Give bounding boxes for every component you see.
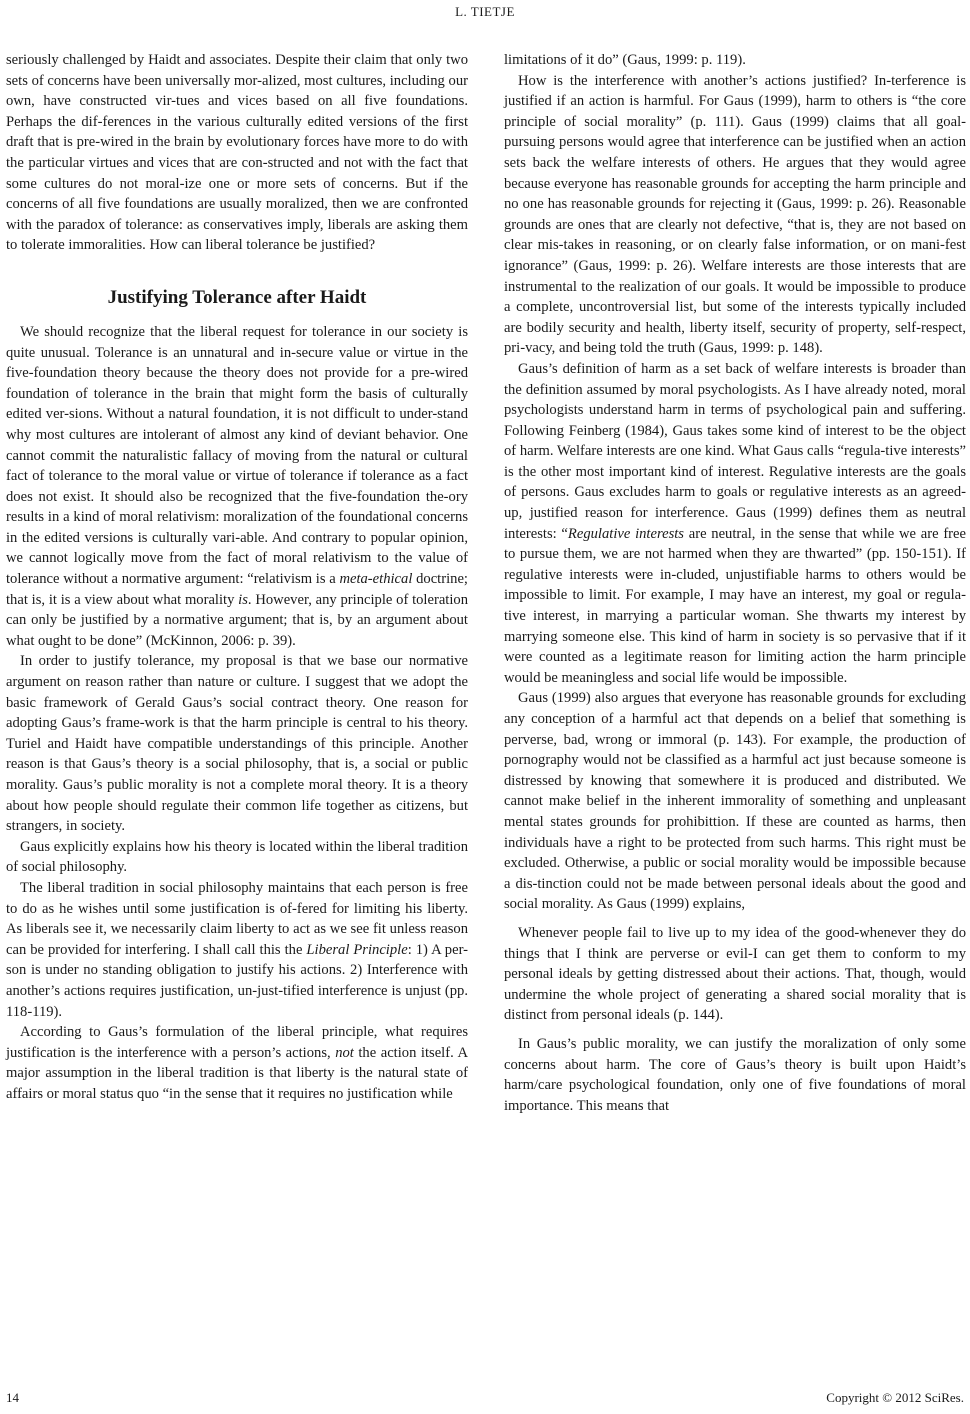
paragraph: Gaus explicitly explains how his theory is located within the liberal tradition of social philosophy. <box>6 838 468 876</box>
paragraph: In Gaus’s public morality, we can justify the moralization of only some concerns about harm. The core of Gaus’s theory is built upon Haidt’s harm/care psychological foundation, only one of five foundations of moral importance. This means that <box>504 1035 966 1114</box>
paragraph <box>6 322 468 652</box>
paragraph: limitations of it do” (Gaus, 1999: p. 119). <box>504 52 746 68</box>
text-run: are neutral, in the sense that while we are free to pursue them, we are not harmed when they are thwarted” (pp. 150-151). If regulative interests were in-cluded, unjustifiable harms to others would be impossible to limit. For example, I may have an interest, my goal or regula-tive interest, in marrying a particular woman. She thwarts my interest by marrying someone else. This kind of harm in society is so pervasive that if it were counted as a legitimate reason for limiting action the harm principle would be meaningless and social life would be impossible. <box>504 525 966 686</box>
emphasis: Regulative interests <box>567 525 684 542</box>
text-run: The liberal tradition in social philosophy maintains that each person is free to do as he wishes until some justification is of-fered for limiting his liberty. As liberals see it, we necessarily claim liberty to act as we see fit unless reason can be provided for interfering. I shall call this the <box>6 879 468 958</box>
left-column <box>6 50 468 1105</box>
emphasis: Liberal Principle <box>306 941 408 958</box>
paragraph: seriously challenged by Haidt and associates. Despite their claim that only two sets of concerns have been universally mor-alized, most cultures, including our own, have constructed vir-tues and vices based on all five foundations. Perhaps the dif-ferences in the various culturally edited versions of the first draft that is pre-wired in the brain by evolutionary forces have more to do with the particular virtues and vices that are con-structed and not with the fact that some cultures do not moral-ize one or more sets of concerns. But if the concerns of all five foundations are usually moralized, then we are confronted with the paradox of tolerance: as conservatives imply, liberals are asking them to tolerate immoralities. How can liberal tolerance be justified? <box>6 52 468 254</box>
emphasis: meta-ethical <box>339 571 413 588</box>
emphasis: is <box>238 591 248 608</box>
paragraph: How is the interference with another’s actions justified? In-terference is justified if an action is harmful. For Gaus (1999), harm to others is “the core principle of social morality” (p. 111). Gaus (1999) claims that all goal-pursuing persons would agree that interference can be justified when an action sets back the welfare interests of others. He argues that they would agree because everyone has reasonable grounds for accepting the harm principle and no one has reasonable grounds for rejecting it (Gaus, 1999: p. 26). Reasonable grounds are ones that are clearly not defective, “that is, they are not based on clear mis-takes in reasoning, or on clearly false information, or on mani-fest ignorance” (Gaus, 1999: p. 26). Welfare interests are those interests that are instrumental to the realization of our goals. It would be impossible to produce a complete, uncontroversial list, but some of the interests typically included are bodily security and health, liberty itself, security of property, self-respect, pri-vacy, and being told the truth (Gaus, 1999: p. 148). <box>504 72 966 357</box>
text-run: : 1) A per-son is under no standing obligation to justify his actions. 2) Interference with another’s actions requires justification, un-just-tified interference is unjust (pp. 118-119). <box>6 941 469 1020</box>
paragraph: Gaus (1999) also argues that everyone has reasonable grounds for excluding any conception of a harmful act that depends on a belief that something is perverse, bad, wrong or immoral (p. 143). For example, the production of pornography would not be classified as a harmful act just because someone is distressed by knowing that somewhere it is produced and distributed. We cannot make belief in the inherent immorality of something and unpleasant mental states grounds for prohibittion. If these are counted as harms, then individuals have a right to be protected from such harms. This right must be excluded. Otherwise, a public or social morality would be impossible because a dis-tinction could not be made between personal ideals about the good and social morality. As Gaus (1999) explains, <box>504 690 966 913</box>
text-run: According to Gaus’s formulation of the liberal principle, what requires justification is the interference with a person’s actions, <box>6 1024 468 1061</box>
text-run: doctrine; that is, it is a view about what morality <box>6 571 468 608</box>
text-run: . However, any principle of toleration can only be justified by a normative argument; that is, by an argument about what ought to be done” (McKinnon, 2006: p. 39). <box>6 591 468 649</box>
paragraph <box>504 359 966 689</box>
paragraph <box>6 1022 468 1104</box>
right-column <box>504 50 966 1116</box>
text-run: Gaus’s definition of harm as a set back of welfare interests is broader than the definition assumed by moral psychologists. As I have already noted, moral psychologists understand harm in terms of psychological pain and suffering. Following Feinberg (1984), Gaus takes some kind of interest to be the object of harm. Welfare interests are one kind. What Gaus calls “regula-tive interests” is the other most important kind of interest. Regulative interests are the goals of persons. Gaus excludes harm to goals or regulative interests as an agreed-up, justified reason for interference. Gaus (1999) defines them as neutral interests: “ <box>504 360 966 542</box>
block-quote: Whenever people fail to live up to my idea of the good-whenever they do things that I think are perverse or evil-I can get them to conform to my personal ideals by getting distressed about their actions. That, though, would undermine the whole project of generating a shared social morality that is distinct from personal ideals (p. 144). <box>504 924 966 1024</box>
text-run: the action itself. A major assumption in the liberal tradition is that liberty is the natural state of affairs or moral status quo “in the sense that it requires no justification while <box>6 1044 468 1102</box>
emphasis: not <box>335 1044 354 1061</box>
paragraph: In order to justify tolerance, my proposal is that we base our normative argument on reason rather than nature or culture. I suggest that we adopt the basic framework of Gerald Gaus’s social contract theory. One reason for adopting Gaus’s frame-work is that the harm principle is central to his theory. Turiel and Haidt have compatible understandings of this principle. Another reason is that Gaus’s theory is a social philosophy, that is, a social or public morality. Gaus’s public morality is not a complete moral theory. It is a theory about how people should regulate their common life together as citizens, but strangers, in society. <box>6 653 468 835</box>
running-head: L. TIETJE <box>455 4 515 19</box>
section-heading: Justifying Tolerance after Haidt <box>107 286 367 308</box>
block-quote <box>6 878 468 1022</box>
text-run: We should recognize that the liberal request for tolerance in our society is quite unusual. Tolerance is an unnatural and in-secure value or virtue in the five-foundation theory because the theory does not provide for a pre-wired foundation of tolerance in the brain that might form the basis of culturally edited ver-sions. Without a natural foundation, it is not difficult to under-stand why most cultures are intolerant of almost any kind of deviant behavior. One cannot commit the naturalistic fallacy of moving from the natural or cultural fact of tolerance to the moral value or virtue of tolerance if tolerance as a fact does not exist. It should also be recognized that the five-foundation the-ory results in a kind of moral relativism: moralization of the foundational concerns in the edited versions is culturally vari-able. And contrary to popular opinion, we cannot logically move from the fact of moral relativism to the value of tolerance without a normative argument: “relativism is a <box>6 323 468 588</box>
copyright-notice: Copyright © 2012 SciRes. <box>826 1390 964 1405</box>
page-number: 14 <box>6 1390 19 1405</box>
